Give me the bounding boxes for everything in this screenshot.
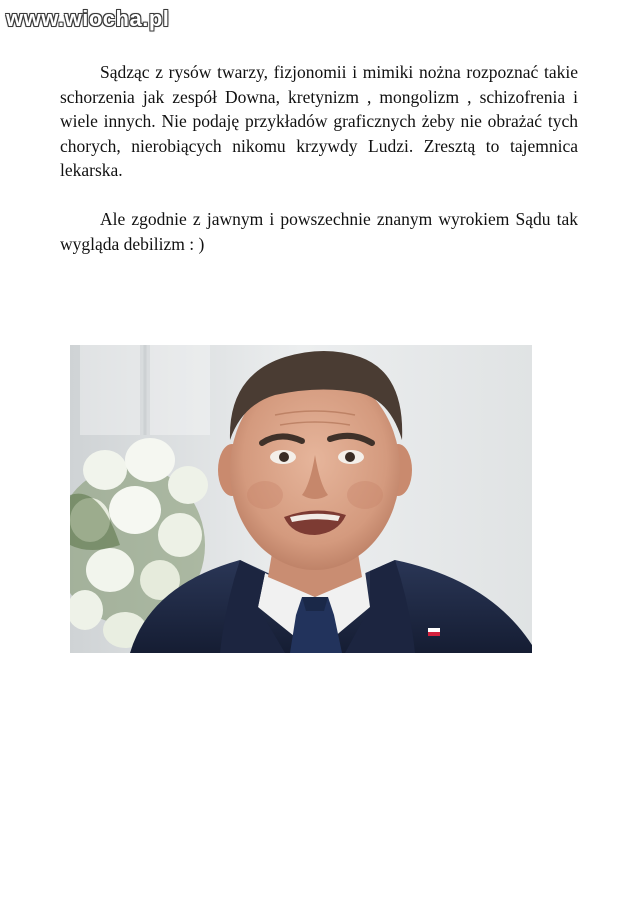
portrait-photo — [70, 345, 532, 653]
paragraph-2: Ale zgodnie z jawnym i powszechnie znanym wyrokiem Sądu tak wygląda debilizm : ) — [60, 209, 578, 254]
portrait-illustration — [70, 345, 532, 653]
background-window — [80, 345, 210, 435]
document-body — [60, 60, 578, 256]
watermark: www.wiocha.pl — [6, 6, 170, 31]
paragraph-1: Sądząc z rysów twarzy, fizjonomii i mimiki nożna rozpoznać takie schorzenia jak zespół Downa, kretynizm , mongolizm , schizofrenia i wiele innych. Nie podaję przykładów graficznych żeby nie obrażać tych chorych, nierobiących nikomu krzywdy Ludzi. Zresztą to tajemnica lekarska. — [60, 62, 578, 180]
flag-pin-icon — [428, 628, 440, 636]
